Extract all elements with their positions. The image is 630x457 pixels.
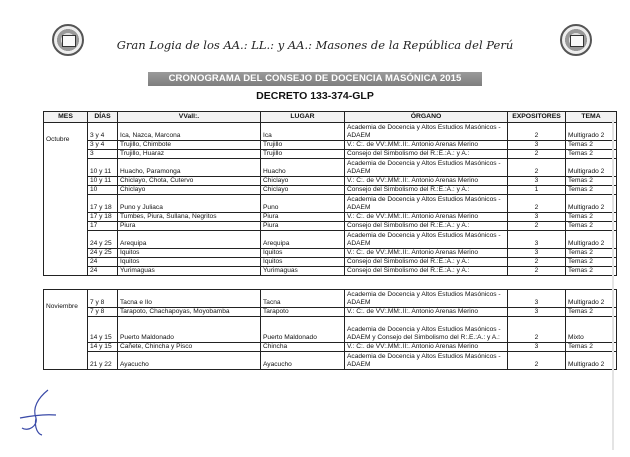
lugar-cell: Chiclayo <box>261 186 345 195</box>
expositores-cell: 2 <box>508 195 566 213</box>
table-row <box>44 177 617 186</box>
lugar-cell: Arequipa <box>261 231 345 249</box>
dias-cell: 14 y 15 <box>88 317 118 343</box>
lugar-cell: Chiclayo <box>261 177 345 186</box>
tema-cell: Temas 2 <box>566 308 617 317</box>
table-row <box>44 267 617 276</box>
lugar-cell: Trujillo <box>261 150 345 159</box>
organo-line: Consejo del Simbolismo del R.:E.:A.: y A.: <box>347 258 470 265</box>
tema-cell: Temas 2 <box>566 150 617 159</box>
lugar-cell: Tacna <box>261 290 345 308</box>
vvall-cell: Piura <box>118 222 261 231</box>
lugar-cell: Puno <box>261 195 345 213</box>
lugar-cell: Ica <box>261 123 345 141</box>
organo-line: Consejo del Simbolismo del R.:E.:A.: y A.: <box>347 267 470 274</box>
tema-cell: Multigrado 2 <box>566 231 617 249</box>
dias-cell: 3 <box>88 150 118 159</box>
schedule-table <box>43 111 617 370</box>
table-row <box>44 258 617 267</box>
table-row <box>44 159 617 177</box>
schedule-banner: CRONOGRAMA DEL CONSEJO DE DOCENCIA MASÓNICA 2015 <box>148 72 482 86</box>
month-cell: Octubre <box>44 123 88 276</box>
lugar-cell: Puerto Maldonado <box>261 317 345 343</box>
vvall-cell: Yurimaguas <box>118 267 261 276</box>
vvall-cell: Puerto Maldonado <box>118 317 261 343</box>
lugar-cell: Piura <box>261 222 345 231</box>
organo-cell <box>345 308 508 317</box>
organo-line: V.: C:. de VV:.MM:.II:. Antonio Arenas Merino <box>347 177 479 184</box>
tema-cell: Mixto <box>566 317 617 343</box>
vvall-cell: Huacho, Paramonga <box>118 159 261 177</box>
organo-cell <box>345 231 508 249</box>
table-row <box>44 213 617 222</box>
organo-cell <box>345 177 508 186</box>
expositores-cell: 2 <box>508 352 566 370</box>
vvall-cell: Tarapoto, Chachapoyas, Moyobamba <box>118 308 261 317</box>
organo-cell <box>345 258 508 267</box>
table-row <box>44 231 617 249</box>
expositores-cell: 1 <box>508 186 566 195</box>
expositores-cell: 3 <box>508 141 566 150</box>
dias-cell: 3 y 4 <box>88 141 118 150</box>
dias-cell: 24 <box>88 258 118 267</box>
october-section <box>44 123 617 276</box>
table-row <box>44 249 617 258</box>
organo-cell <box>345 141 508 150</box>
tema-cell: Temas 2 <box>566 186 617 195</box>
organo-line: V.: C:. de VV:.MM:.II:. Antonio Arenas Merino <box>347 249 479 256</box>
table-header-row <box>44 112 617 123</box>
col-header-lugar: LUGAR <box>261 112 345 123</box>
vvall-cell: Trujillo, Chimbote <box>118 141 261 150</box>
table-row <box>44 290 617 308</box>
signature-icon <box>18 388 58 436</box>
organo-cell <box>345 159 508 177</box>
table-row <box>44 123 617 141</box>
organo-line: V.: C:. de VV:.MM:.II:. Antonio Arenas Merino <box>347 213 479 220</box>
tema-cell: Multigrado 2 <box>566 290 617 308</box>
organo-cell <box>345 150 508 159</box>
tema-cell: Temas 2 <box>566 249 617 258</box>
expositores-cell: 3 <box>508 249 566 258</box>
organo-line: ADAEM y Consejo del Simbolismo del R:.E.:A.: y A.: <box>347 334 500 341</box>
organo-line: Academia de Docencia y Altos Estudios Masónicos - <box>347 124 501 131</box>
organo-line: ADAEM <box>347 299 371 306</box>
dias-cell: 10 <box>88 186 118 195</box>
lugar-cell: Iquitos <box>261 249 345 258</box>
organo-line: V.: C:. de VV:.MM:.II:. Antonio Arenas Merino <box>347 343 479 350</box>
organo-line: Academia de Docencia y Altos Estudios Masónicos - <box>347 232 501 239</box>
col-header-dias: DÍAS <box>88 112 118 123</box>
table-row <box>44 352 617 370</box>
organo-line: Academia de Docencia y Altos Estudios Masónicos - <box>347 353 501 360</box>
organo-line: Academia de Docencia y Altos Estudios Masónicos - <box>347 291 501 298</box>
organo-line: ADAEM <box>347 240 371 247</box>
organo-cell <box>345 343 508 352</box>
lodge-title: Gran Logia de los AA.: LL.: y AA.: Masones de la República del Perú <box>116 38 514 52</box>
organo-line: Consejo del Simbolismo del R.:E.:A.: y A.: <box>347 222 470 229</box>
organo-line: Academia de Docencia y Altos Estudios Masónicos - <box>347 160 501 167</box>
tema-cell: Multigrado 2 <box>566 159 617 177</box>
vvall-cell: Iquitos <box>118 249 261 258</box>
organo-cell <box>345 123 508 141</box>
organo-cell <box>345 222 508 231</box>
dias-cell: 24 <box>88 267 118 276</box>
organo-line: V.: C:. de VV:.MM:.II:. Antonio Arenas Merino <box>347 141 479 148</box>
vvall-cell: Chiclayo, Chota, Cutervo <box>118 177 261 186</box>
dias-cell: 21 y 22 <box>88 352 118 370</box>
table-row <box>44 195 617 213</box>
dias-cell: 17 y 18 <box>88 213 118 222</box>
organo-line: V.: C:. de VV:.MM:.II:. Antonio Arenas Merino <box>347 308 479 315</box>
expositores-cell: 3 <box>508 290 566 308</box>
decree-number: DECRETO 133-374-GLP <box>256 90 374 102</box>
expositores-cell: 2 <box>508 222 566 231</box>
vvall-cell: Puno y Juliaca <box>118 195 261 213</box>
november-section <box>44 290 617 370</box>
organo-line: Consejo del Simbolismo del R.:E.:A.: y A.: <box>347 150 470 157</box>
table-row <box>44 317 617 343</box>
organo-cell <box>345 317 508 343</box>
organo-cell <box>345 352 508 370</box>
vvall-cell: Iquitos <box>118 258 261 267</box>
table-row <box>44 150 617 159</box>
lugar-cell: Piura <box>261 213 345 222</box>
vvall-cell: Ayacucho <box>118 352 261 370</box>
table-row <box>44 308 617 317</box>
organo-cell <box>345 290 508 308</box>
dias-cell: 14 y 15 <box>88 343 118 352</box>
dias-cell: 17 y 18 <box>88 195 118 213</box>
lugar-cell: Ayacucho <box>261 352 345 370</box>
vvall-cell: Arequipa <box>118 231 261 249</box>
table-row <box>44 141 617 150</box>
vvall-cell: Cañete, Chincha y Pisco <box>118 343 261 352</box>
tema-cell: Temas 2 <box>566 213 617 222</box>
col-header-tema: TEMA <box>566 112 617 123</box>
tema-cell: Temas 2 <box>566 343 617 352</box>
expositores-cell: 3 <box>508 213 566 222</box>
dias-cell: 7 y 8 <box>88 290 118 308</box>
expositores-cell: 3 <box>508 231 566 249</box>
col-header-expositores: EXPOSITORES <box>508 112 566 123</box>
organo-line: ADAEM <box>347 361 371 368</box>
lugar-cell: Trujillo <box>261 141 345 150</box>
expositores-cell: 3 <box>508 308 566 317</box>
table-row <box>44 186 617 195</box>
table-row <box>44 222 617 231</box>
expositores-cell: 3 <box>508 343 566 352</box>
tema-cell: Multigrado 2 <box>566 352 617 370</box>
tema-cell: Temas 2 <box>566 222 617 231</box>
dias-cell: 10 y 11 <box>88 177 118 186</box>
organo-cell <box>345 186 508 195</box>
organo-cell <box>345 213 508 222</box>
table-row <box>44 343 617 352</box>
lugar-cell: Yurimaguas <box>261 267 345 276</box>
col-header-vvall: VVall:. <box>118 112 261 123</box>
organo-line: Consejo del Simbolismo del R.:E.:A.: y A.: <box>347 186 470 193</box>
vvall-cell: Trujillo, Huaraz <box>118 150 261 159</box>
organo-cell <box>345 249 508 258</box>
expositores-cell: 3 <box>508 177 566 186</box>
tema-cell: Multigrado 2 <box>566 123 617 141</box>
lugar-cell: Huacho <box>261 159 345 177</box>
vvall-cell: Tacna e Ilo <box>118 290 261 308</box>
section-gap <box>44 276 617 290</box>
tema-cell: Temas 2 <box>566 141 617 150</box>
vvall-cell: Tumbes, Piura, Sullana, Negritos <box>118 213 261 222</box>
col-header-organo: ÓRGANO <box>345 112 508 123</box>
organo-line: ADAEM <box>347 132 371 139</box>
lugar-cell: Chincha <box>261 343 345 352</box>
tema-cell: Temas 2 <box>566 267 617 276</box>
organo-line: ADAEM <box>347 204 371 211</box>
lugar-cell: Iquitos <box>261 258 345 267</box>
vvall-cell: Chiclayo <box>118 186 261 195</box>
vvall-cell: Ica, Nazca, Marcona <box>118 123 261 141</box>
dias-cell: 3 y 4 <box>88 123 118 141</box>
tema-cell: Temas 2 <box>566 258 617 267</box>
col-header-mes: MES <box>44 112 88 123</box>
dias-cell: 24 y 25 <box>88 249 118 258</box>
expositores-cell: 2 <box>508 123 566 141</box>
expositores-cell: 2 <box>508 159 566 177</box>
expositores-cell: 2 <box>508 267 566 276</box>
lugar-cell: Tarapoto <box>261 308 345 317</box>
organo-cell <box>345 267 508 276</box>
expositores-cell: 2 <box>508 150 566 159</box>
dias-cell: 24 y 25 <box>88 231 118 249</box>
expositores-cell: 2 <box>508 317 566 343</box>
dias-cell: 17 <box>88 222 118 231</box>
dias-cell: 7 y 8 <box>88 308 118 317</box>
organo-cell <box>345 195 508 213</box>
scan-edge-mark <box>612 120 614 450</box>
organo-line: Academia de Docencia y Altos Estudios Masónicos - <box>347 196 501 203</box>
tema-cell: Temas 2 <box>566 177 617 186</box>
expositores-cell: 2 <box>508 258 566 267</box>
dias-cell: 10 y 11 <box>88 159 118 177</box>
tema-cell: Multigrado 2 <box>566 195 617 213</box>
organo-line: ADAEM <box>347 168 371 175</box>
organo-line: Academia de Docencia y Altos Estudios Masónicos - <box>347 326 501 333</box>
month-cell: Noviembre <box>44 290 88 370</box>
